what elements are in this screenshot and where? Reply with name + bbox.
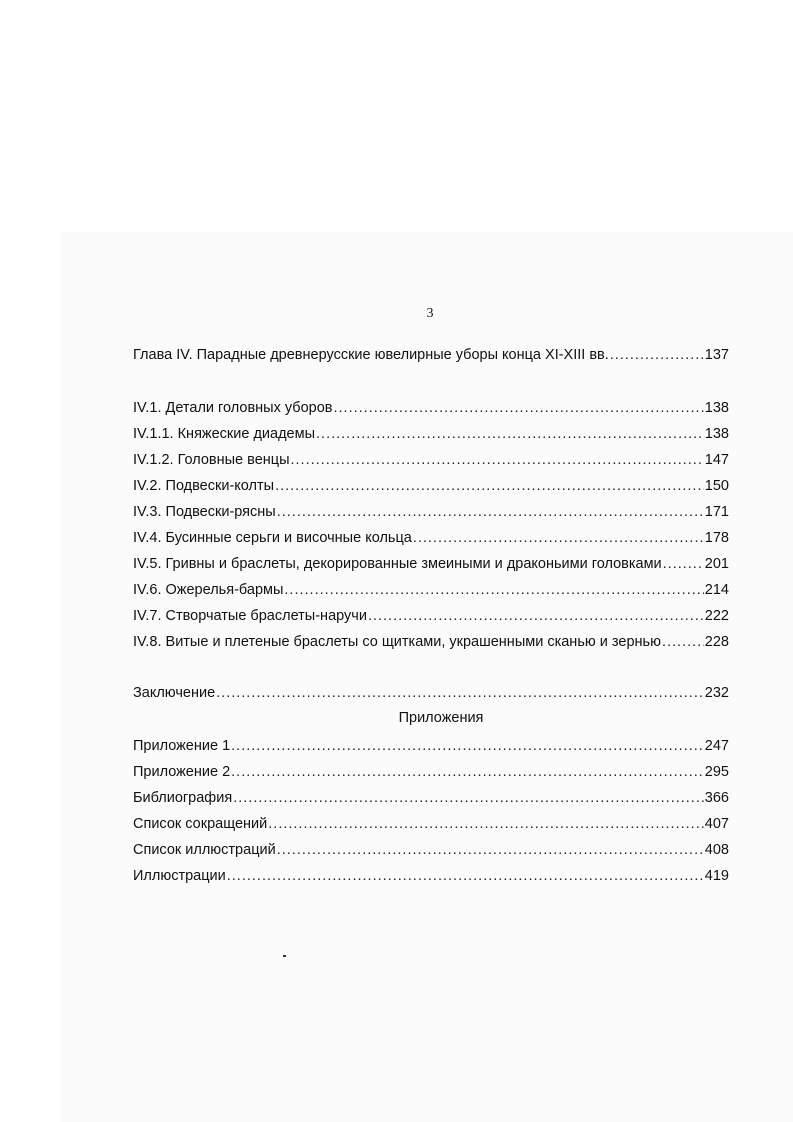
toc-entry-title: IV.4. Бусинные серьги и височные кольца bbox=[133, 530, 412, 546]
toc-entry-title: Список сокращений bbox=[133, 816, 268, 832]
dot-leader bbox=[413, 530, 704, 546]
toc-entry-page: 295 bbox=[704, 764, 729, 780]
toc-conclusion-row bbox=[133, 685, 729, 705]
toc-entry-page: 147 bbox=[704, 452, 729, 468]
toc-entry-page: 366 bbox=[704, 790, 729, 806]
toc-entry-title: Заключение bbox=[133, 685, 216, 701]
toc-section-row bbox=[133, 530, 729, 550]
toc-entry-page: 408 bbox=[704, 842, 729, 858]
toc-section-row bbox=[133, 400, 729, 420]
toc-entry-page: 228 bbox=[704, 634, 729, 650]
toc-entry-page: 150 bbox=[704, 478, 729, 494]
toc-section-row bbox=[133, 556, 729, 576]
dot-leader bbox=[231, 764, 704, 780]
toc-entry-title: IV.6. Ожерелья-бармы bbox=[133, 582, 284, 598]
toc-section-row bbox=[133, 452, 729, 472]
dot-leader bbox=[291, 452, 704, 468]
toc-entry-page: 419 bbox=[704, 868, 729, 884]
toc-section-row bbox=[133, 608, 729, 628]
toc-appendix-row bbox=[133, 816, 729, 836]
toc-entry-page: 137 bbox=[704, 347, 729, 363]
toc-entry-title: IV.2. Подвески-колты bbox=[133, 478, 275, 494]
toc-entry-page: 247 bbox=[704, 738, 729, 754]
toc-entry-title: Список иллюстраций bbox=[133, 842, 276, 858]
dot-leader bbox=[284, 582, 703, 598]
page-number: 3 bbox=[426, 306, 434, 321]
toc-appendix-row bbox=[133, 790, 729, 810]
dot-leader bbox=[227, 868, 704, 884]
toc-entry-title: IV.1. Детали головных уборов bbox=[133, 400, 333, 416]
toc-entry-page: 407 bbox=[704, 816, 729, 832]
dot-leader bbox=[662, 634, 704, 650]
toc-entry-title: Библиография bbox=[133, 790, 233, 806]
dot-leader bbox=[277, 504, 704, 520]
toc-entry-title: Приложение 1 bbox=[133, 738, 231, 754]
dot-leader bbox=[277, 842, 704, 858]
toc-section-row bbox=[133, 634, 729, 654]
toc-entry-title: Глава IV. Парадные древнерусские ювелирные уборы конца XI-XIII вв. bbox=[133, 347, 609, 363]
toc-entry-title: IV.3. Подвески-рясны bbox=[133, 504, 276, 520]
dot-leader bbox=[663, 556, 704, 572]
toc-entry-page: 232 bbox=[704, 685, 729, 701]
dot-leader bbox=[268, 816, 704, 832]
dot-leader bbox=[233, 790, 704, 806]
toc-entry-title: IV.5. Гривны и браслеты, декорированные змеиными и драконьими головками bbox=[133, 556, 662, 572]
toc-entry-page: 138 bbox=[704, 426, 729, 442]
toc-appendix-row bbox=[133, 738, 729, 758]
toc-entry-page: 178 bbox=[704, 530, 729, 546]
dot-leader bbox=[333, 400, 703, 416]
dot-leader bbox=[368, 608, 704, 624]
toc-entry-title: Приложение 2 bbox=[133, 764, 231, 780]
toc-appendix-row bbox=[133, 842, 729, 862]
appendices-heading: Приложения bbox=[398, 710, 484, 726]
toc-entry-title: IV.8. Витые и плетеные браслеты со щитками, украшенными сканью и зернью bbox=[133, 634, 661, 650]
toc-section-row bbox=[133, 478, 729, 498]
dot-leader bbox=[275, 478, 704, 494]
toc-section-row bbox=[133, 426, 729, 446]
scan-artifact bbox=[283, 955, 286, 957]
toc-appendix-row bbox=[133, 868, 729, 888]
toc-entry-page: 138 bbox=[704, 400, 729, 416]
toc-appendix-row bbox=[133, 764, 729, 784]
dot-leader bbox=[610, 347, 704, 363]
toc-section-row bbox=[133, 582, 729, 602]
dot-leader bbox=[231, 738, 704, 754]
dot-leader bbox=[216, 685, 704, 701]
toc-entry-title: Иллюстрации bbox=[133, 868, 226, 884]
toc-entry-page: 171 bbox=[704, 504, 729, 520]
toc-entry-title: IV.7. Створчатые браслеты-наручи bbox=[133, 608, 367, 624]
toc-entry-title: IV.1.2. Головные венцы bbox=[133, 452, 290, 468]
toc-chapter-row bbox=[133, 347, 729, 367]
toc-entry-page: 222 bbox=[704, 608, 729, 624]
toc-section-row bbox=[133, 504, 729, 524]
toc-entry-page: 214 bbox=[704, 582, 729, 598]
toc-entry-title: IV.1.1. Княжеские диадемы bbox=[133, 426, 316, 442]
dot-leader bbox=[316, 426, 704, 442]
toc-entry-page: 201 bbox=[704, 556, 729, 572]
